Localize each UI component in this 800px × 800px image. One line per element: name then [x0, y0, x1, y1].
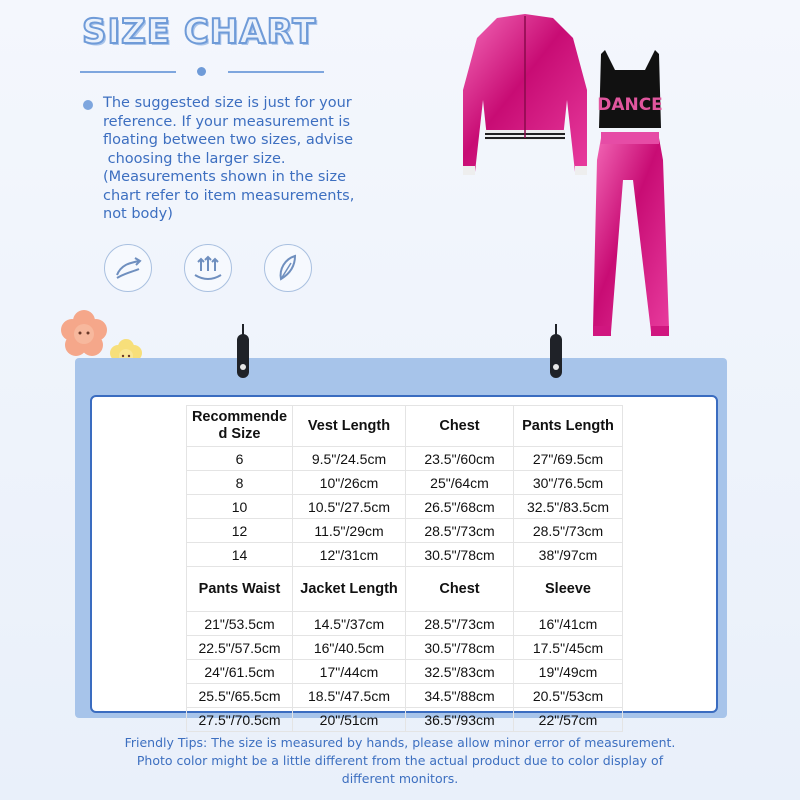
table-row	[187, 660, 623, 684]
table-cell: 22.5"/57.5cm	[187, 636, 293, 660]
header-cell: Pants Length	[514, 406, 623, 447]
table-cell: 32.5"/83cm	[406, 660, 514, 684]
header-cell: Recommende d Size	[187, 406, 293, 447]
size-advice-note	[103, 94, 433, 224]
table-cell: 23.5"/60cm	[406, 447, 514, 471]
table-cell: 12	[187, 519, 293, 543]
table-row	[187, 543, 623, 567]
stretch-fabric-icon	[104, 244, 152, 292]
table-cell: 11.5"/29cm	[293, 519, 406, 543]
binder-clip-left	[237, 334, 249, 378]
note-line: chart refer to item measurements,	[103, 187, 355, 204]
table-cell: 16"/40.5cm	[293, 636, 406, 660]
product-image	[455, 10, 685, 350]
note-line: choosing the larger size.	[103, 150, 286, 167]
breathable-icon	[184, 244, 232, 292]
table-cell: 25"/64cm	[406, 471, 514, 495]
dance-print: DANCE	[597, 95, 663, 115]
table-cell: 28.5"/73cm	[406, 612, 514, 636]
table-cell: 6	[187, 447, 293, 471]
table-cell: 25.5"/65.5cm	[187, 684, 293, 708]
note-line: not body)	[103, 206, 173, 222]
tips-line: different monitors.	[341, 771, 459, 786]
header-cell: Sleeve	[514, 567, 623, 612]
header-cell: Chest	[406, 406, 514, 447]
table-cell: 16"/41cm	[514, 612, 623, 636]
table-cell: 8	[187, 471, 293, 495]
table-cell: 26.5"/68cm	[406, 495, 514, 519]
table-header-row	[187, 406, 623, 447]
size-table-card	[90, 395, 718, 728]
bullet-dot	[83, 100, 93, 110]
title-divider-right	[228, 71, 324, 73]
table-cell: 20"/51cm	[293, 708, 406, 732]
table-cell: 32.5"/83.5cm	[514, 495, 623, 519]
header-cell: Chest	[406, 567, 514, 612]
table-cell: 28.5"/73cm	[514, 519, 623, 543]
table-cell: 14.5"/37cm	[293, 612, 406, 636]
table-cell: 28.5"/73cm	[406, 519, 514, 543]
size-table	[186, 405, 623, 732]
table-cell: 10.5"/27.5cm	[293, 495, 406, 519]
title-divider-left	[80, 71, 176, 73]
table-cell: 27.5"/70.5cm	[187, 708, 293, 732]
page-title: SIZE CHART	[82, 12, 317, 52]
table-cell: 12"/31cm	[293, 543, 406, 567]
lightweight-feather-icon	[264, 244, 312, 292]
friendly-tips	[60, 734, 740, 788]
table-cell: 21"/53.5cm	[187, 612, 293, 636]
table-cell: 24"/61.5cm	[187, 660, 293, 684]
table-header-row	[187, 567, 623, 612]
table-cell: 10	[187, 495, 293, 519]
table-cell: 20.5"/53cm	[514, 684, 623, 708]
table-row	[187, 636, 623, 660]
note-line: reference. If your measurement is	[103, 113, 351, 130]
table-row	[187, 612, 623, 636]
table-cell: 30.5"/78cm	[406, 543, 514, 567]
note-line: floating between two sizes, advise	[103, 132, 354, 148]
header-cell: Vest Length	[293, 406, 406, 447]
binder-clip-right	[550, 334, 562, 378]
table-cell: 9.5"/24.5cm	[293, 447, 406, 471]
table-row	[187, 519, 623, 543]
table-cell: 17.5"/45cm	[514, 636, 623, 660]
tips-line: Friendly Tips: The size is measured by hands, please allow minor error of measurement.	[124, 735, 676, 750]
table-cell: 38"/97cm	[514, 543, 623, 567]
table-cell: 34.5"/88cm	[406, 684, 514, 708]
table-row	[187, 684, 623, 708]
table-cell: 27"/69.5cm	[514, 447, 623, 471]
table-cell: 30.5"/78cm	[406, 636, 514, 660]
table-cell: 36.5"/93cm	[406, 708, 514, 732]
table-cell: 19"/49cm	[514, 660, 623, 684]
tips-line: Photo color might be a little different from the actual product due to color display of	[136, 753, 664, 768]
table-row	[187, 708, 623, 732]
table-cell: 18.5"/47.5cm	[293, 684, 406, 708]
table-row	[187, 447, 623, 471]
note-line: The suggested size is just for your	[103, 95, 352, 111]
table-cell: 14	[187, 543, 293, 567]
table-cell: 22"/57cm	[514, 708, 623, 732]
title-divider-dot	[197, 67, 206, 76]
table-cell: 10"/26cm	[293, 471, 406, 495]
header-cell: Jacket Length	[293, 567, 406, 612]
table-row	[187, 471, 623, 495]
note-line: (Measurements shown in the size	[103, 169, 346, 185]
table-cell: 17"/44cm	[293, 660, 406, 684]
table-cell: 30"/76.5cm	[514, 471, 623, 495]
table-row	[187, 495, 623, 519]
header-cell: Pants Waist	[187, 567, 293, 612]
